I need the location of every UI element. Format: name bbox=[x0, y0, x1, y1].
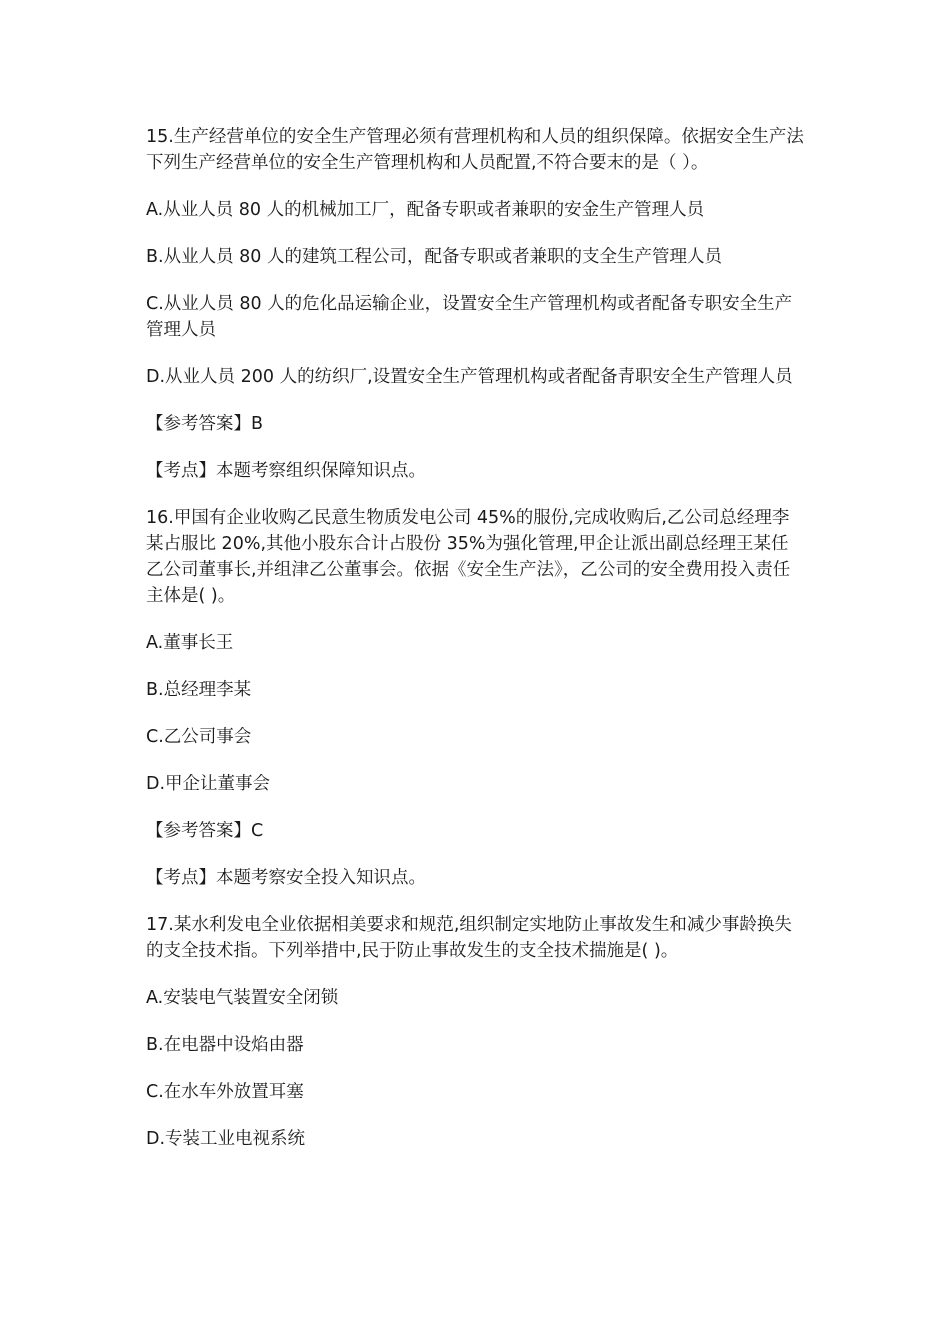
option-d: D.专装工业电视系统 bbox=[146, 1129, 306, 1149]
question-stem: 17.某水利发电全业依据相美要求和规范,组织制定实地防止事故发生和减少事龄换失的支全技术指。下列举措中,民于防止事故发生的支全技术揣施是( )。 bbox=[146, 915, 792, 961]
option-c: C.从业人员 80 人的危化品运输企业，设置安全生产管理机构或者配备专职安全生产管理人员 bbox=[146, 294, 793, 340]
knowledge-point: 【考点】本题考察组织保障知识点。 bbox=[146, 461, 426, 481]
option-d: D.甲企让董事会 bbox=[146, 774, 271, 794]
option-a: A.从业人员 80 人的机械加工厂，配备专职或者兼职的安金生产管理人员 bbox=[146, 200, 705, 220]
question-stem: 16.甲国有企业收购乙民意生物质发电公司 45%的服份,完成收购后,乙公司总经理李某占服比 20%,其他小股东合计占股份 35%为强化管理,甲企让派出副总经理王某任乙公司董事长,并组津乙公董事会。依据《安全生产法》，乙公司的安全费用投入责任主体是( )。 bbox=[146, 508, 791, 606]
question-17 bbox=[146, 912, 804, 1152]
option-a: A.董事长王 bbox=[146, 633, 234, 653]
option-a: A.安装电气装置安全闭锁 bbox=[146, 988, 339, 1008]
option-d: D.从业人员 200 人的纺织厂,设置安全生产管理机构或者配备青职安全生产管理人员 bbox=[146, 367, 793, 387]
option-b: B.从业人员 80 人的建筑工程公司，配备专职或者兼职的支全生产管理人员 bbox=[146, 247, 722, 267]
question-stem: 15.生产经营单位的安全生产管理必须有营理机构和人员的组织保障。依据安全生产法下列生产经营单位的安全生产管理机构和人员配置,不符合要末的是（ ）。 bbox=[146, 127, 804, 173]
reference-answer: 【参考答案】B bbox=[146, 414, 264, 434]
knowledge-point: 【考点】本题考察安全投入知识点。 bbox=[146, 868, 426, 888]
option-c: C.在水车外放置耳塞 bbox=[146, 1082, 304, 1102]
option-b: B.在电器中设焰由器 bbox=[146, 1035, 304, 1055]
reference-answer: 【参考答案】C bbox=[146, 821, 264, 841]
option-c: C.乙公司事会 bbox=[146, 727, 252, 747]
option-b: B.总经理李某 bbox=[146, 680, 252, 700]
question-15 bbox=[146, 124, 804, 484]
question-16 bbox=[146, 505, 804, 891]
